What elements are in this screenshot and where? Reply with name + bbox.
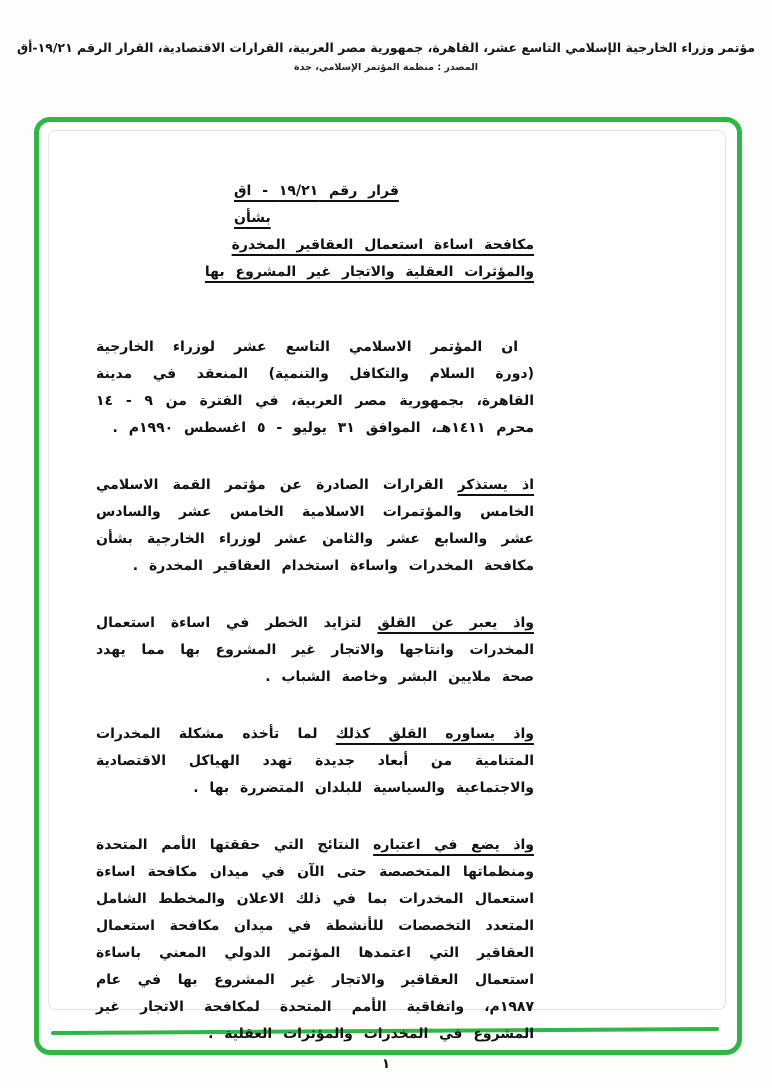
paragraph (96, 610, 534, 691)
title-line-number: قرار رقم ١٩/٢١ - اق (234, 183, 399, 199)
title-line-subject-2: والمؤثرات العقلية والاتجار غير المشروع بها (204, 264, 534, 280)
paragraph-text: القرارات الصادرة عن مؤتمر القمة الاسلامي الخامس والمؤتمرات الاسلامية الخامس عشر والسادس عشر والسابع عشر والثامن عشر لوزراء الخارجية بشأن مكافحة المخدرات واساءة استخدام العقاقير المخدرة . (96, 477, 534, 574)
paragraph (96, 832, 534, 1048)
paragraph-lead: واذ يعبر عن القلق (377, 615, 534, 631)
title-line-regarding: بشأن (234, 210, 271, 226)
resolution-body (96, 178, 534, 1078)
page-header (0, 40, 772, 73)
paragraph-lead: واذ يضع في اعتباره (373, 837, 534, 853)
paragraph-text: لما تأخذه مشكلة المخدرات المتنامية من أبعاد جديدة تهدد الهياكل الاقتصادية والاجتماعية والسياسية للبلدان المتضررة بها . (96, 726, 534, 796)
paragraph-text: النتائج التي حققتها الأمم المتحدة ومنظماتها المتخصصة حتى الآن في ميدان مكافحة اساءة استعمال المخدرات بما في ذلك الاعلان والمخطط الشامل المتعدد التخصصات للأنشطة في ميدان مكافحة استعمال العقاقير التي اعتمدها المؤتمر الدولي المعني باساءة استعمال العقاقير والاتجار غير المشروع بها في عام ١٩٨٧م، واتفاقية الأمم المتحدة لمكافحة الاتجار غير المشروع في المخدرات والمؤثرات العقلية . (96, 837, 534, 1042)
paragraph-lead: واذ يساوره القلق كذلك (335, 726, 534, 742)
title-line-subject-1: مكافحة اساءة استعمال العقاقير المخدرة (231, 237, 534, 253)
header-source: المصدر : منظمة المؤتمر الإسلامي، جدة (294, 62, 478, 73)
paragraph (96, 721, 534, 802)
header-citation: مؤتمر وزراء الخارجية الإسلامي التاسع عشر، القاهرة، جمهورية مصر العربية، القرارات الاقتصادية، القرار الرقم ١٩/٢١-أق (16, 40, 756, 55)
paragraph-lead: اذ يستذكر (457, 477, 534, 493)
page-number: ١ (381, 1056, 391, 1072)
paragraph-text: لتزايد الخطر في اساءة استعمال المخدرات وانتاجها والاتجار غير المشروع بها مما يهدد صحة ملايين البشر وخاصة الشباب . (96, 615, 534, 685)
paragraph-text: ان المؤتمر الاسلامي التاسع عشر لوزراء الخارجية (دورة السلام والتكافل والتنمية) المنعقد في مدينة القاهرة، بجمهورية مصر العربية، في الفترة من ٩ - ١٤ محرم ١٤١١هـ، الموافق ٣١ يوليو - ٥ اغسطس ١٩٩٠م . (96, 339, 535, 436)
resolution-title (96, 178, 534, 286)
paragraph (96, 472, 534, 580)
paragraph (96, 334, 534, 442)
